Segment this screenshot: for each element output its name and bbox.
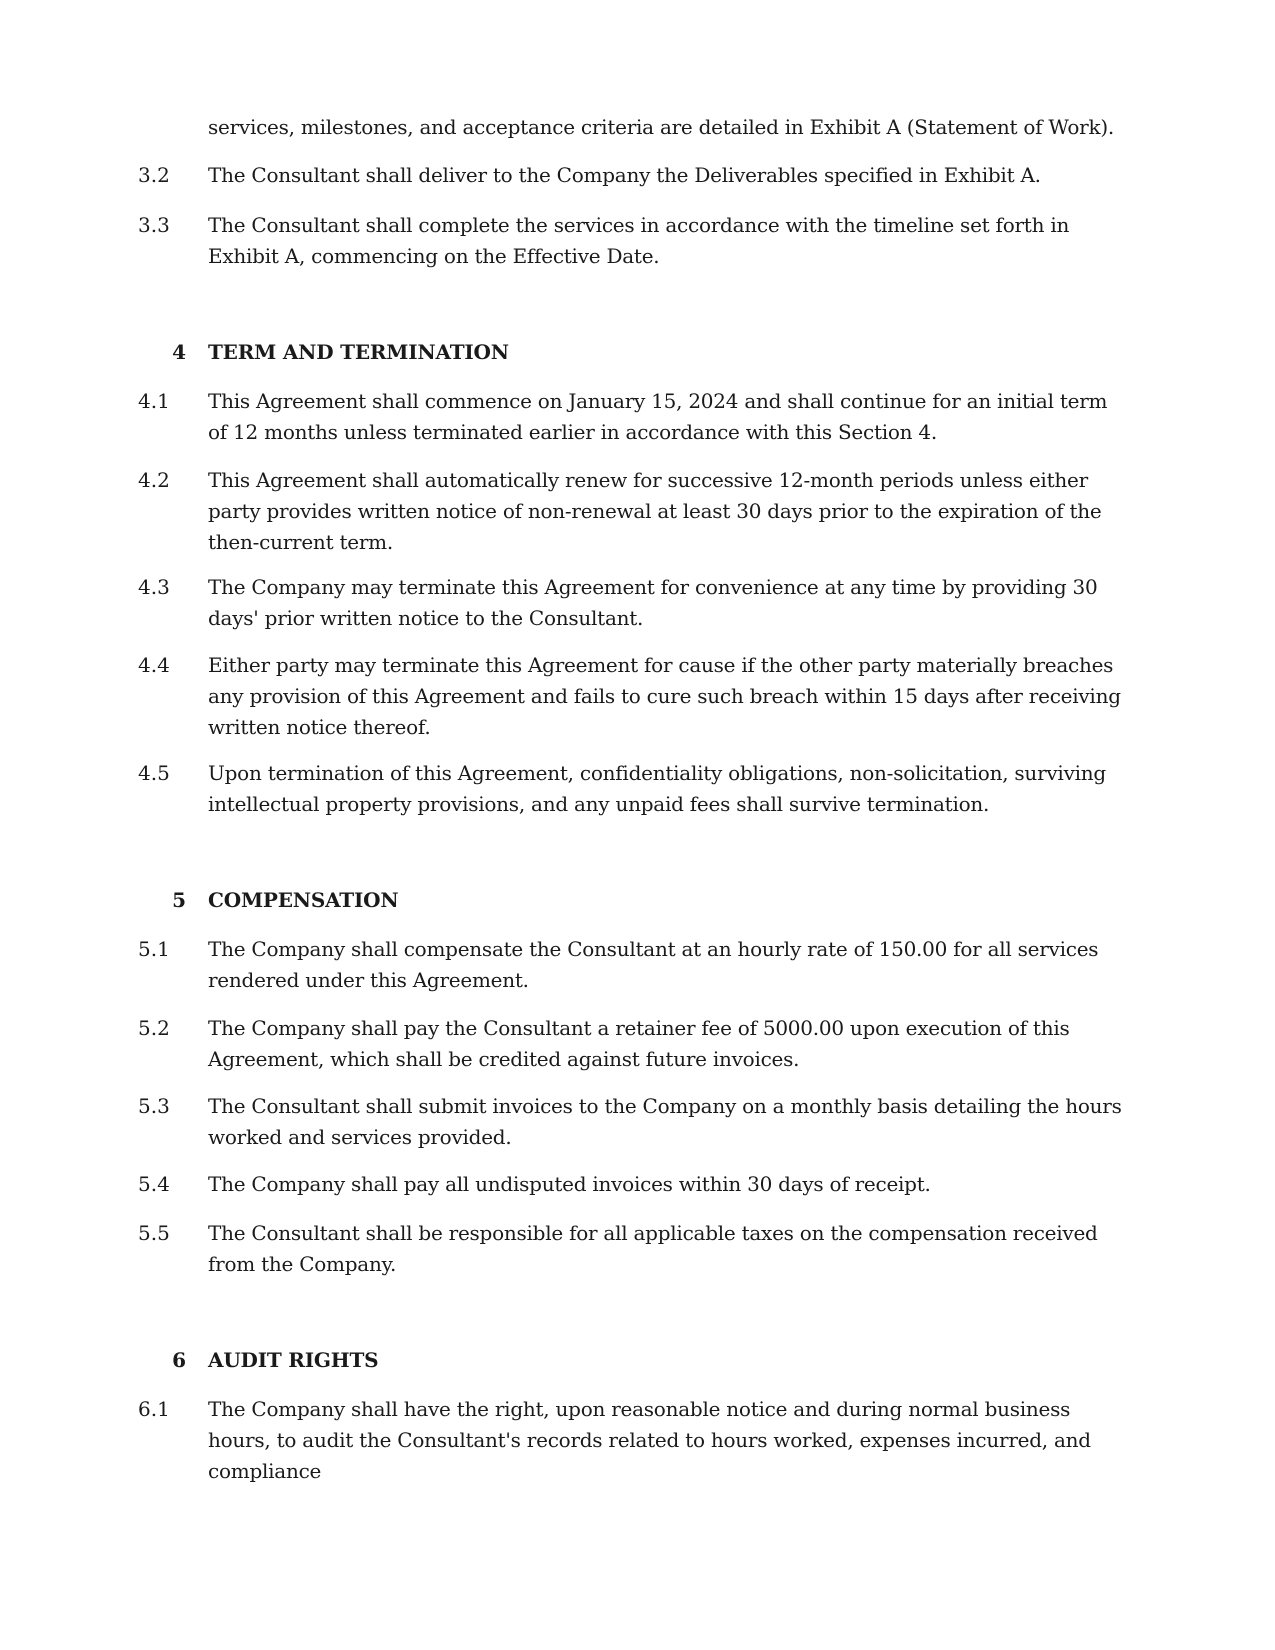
clause-text: The Company shall pay the Consultant a retainer fee of 5000.00 upon execution of this Agreement, which shall be credited against future invoices. bbox=[208, 1016, 1070, 1071]
section-title: COMPENSATION bbox=[208, 888, 399, 912]
clause-text: The Company shall compensate the Consultant at an hourly rate of 150.00 for all services rendered under this Agreement. bbox=[208, 937, 1099, 992]
clause-number: 5.3 bbox=[138, 1094, 170, 1118]
clause-text: Either party may terminate this Agreement for cause if the other party materially breaches any provision of this Agreement and fails to cure such breach within 15 days after receiving written notice thereof. bbox=[208, 653, 1121, 739]
clause-text: The Consultant shall be responsible for all applicable taxes on the compensation received from the Company. bbox=[208, 1221, 1098, 1276]
clause-number: 6.1 bbox=[138, 1397, 170, 1421]
clause-number: 4.3 bbox=[138, 575, 170, 599]
clause-number: 5.1 bbox=[138, 937, 170, 961]
clause-number: 5.5 bbox=[138, 1221, 170, 1245]
clause-number: 4.4 bbox=[138, 653, 170, 677]
clause-number: 3.2 bbox=[138, 163, 170, 187]
section-title: AUDIT RIGHTS bbox=[208, 1348, 379, 1372]
clause-number: 4.1 bbox=[138, 389, 170, 413]
clause-text: The Consultant shall submit invoices to the Company on a monthly basis detailing the hours worked and services provided. bbox=[208, 1094, 1122, 1149]
clause-text: This Agreement shall commence on January 15, 2024 and shall continue for an initial term of 12 months unless terminated earlier in accordance with this Section 4. bbox=[208, 389, 1108, 444]
clause-number: 3.3 bbox=[138, 213, 170, 237]
clause-text: This Agreement shall automatically renew for successive 12-month periods unless either party provides written notice of non-renewal at least 30 days prior to the expiration of the then-current term. bbox=[208, 468, 1102, 554]
clause-text: The Company may terminate this Agreement for convenience at any time by providing 30 days' prior written notice to the Consultant. bbox=[208, 575, 1098, 630]
clause-text: The Company shall pay all undisputed invoices within 30 days of receipt. bbox=[208, 1172, 931, 1196]
clause-number: 5.4 bbox=[138, 1172, 170, 1196]
clause-number: 4.5 bbox=[138, 761, 170, 785]
section-number: 6 bbox=[172, 1348, 186, 1372]
clause-text: The Consultant shall complete the services in accordance with the timeline set forth in Exhibit A, commencing on the Effective Date. bbox=[208, 213, 1070, 268]
clause-number: 4.2 bbox=[138, 468, 170, 492]
clause-text: services, milestones, and acceptance criteria are detailed in Exhibit A (Statement of Work). bbox=[208, 115, 1114, 139]
clause-text: Upon termination of this Agreement, confidentiality obligations, non-solicitation, surviving intellectual property provisions, and any unpaid fees shall survive termination. bbox=[208, 761, 1106, 816]
clause-number: 5.2 bbox=[138, 1016, 170, 1040]
section-number: 5 bbox=[172, 888, 186, 912]
clause-text: The Company shall have the right, upon reasonable notice and during normal business hours, to audit the Consultant's records related to hours worked, expenses incurred, and compliance bbox=[208, 1397, 1091, 1483]
clause-text: The Consultant shall deliver to the Company the Deliverables specified in Exhibit A. bbox=[208, 163, 1041, 187]
section-title: TERM AND TERMINATION bbox=[208, 340, 509, 364]
section-number: 4 bbox=[172, 340, 186, 364]
